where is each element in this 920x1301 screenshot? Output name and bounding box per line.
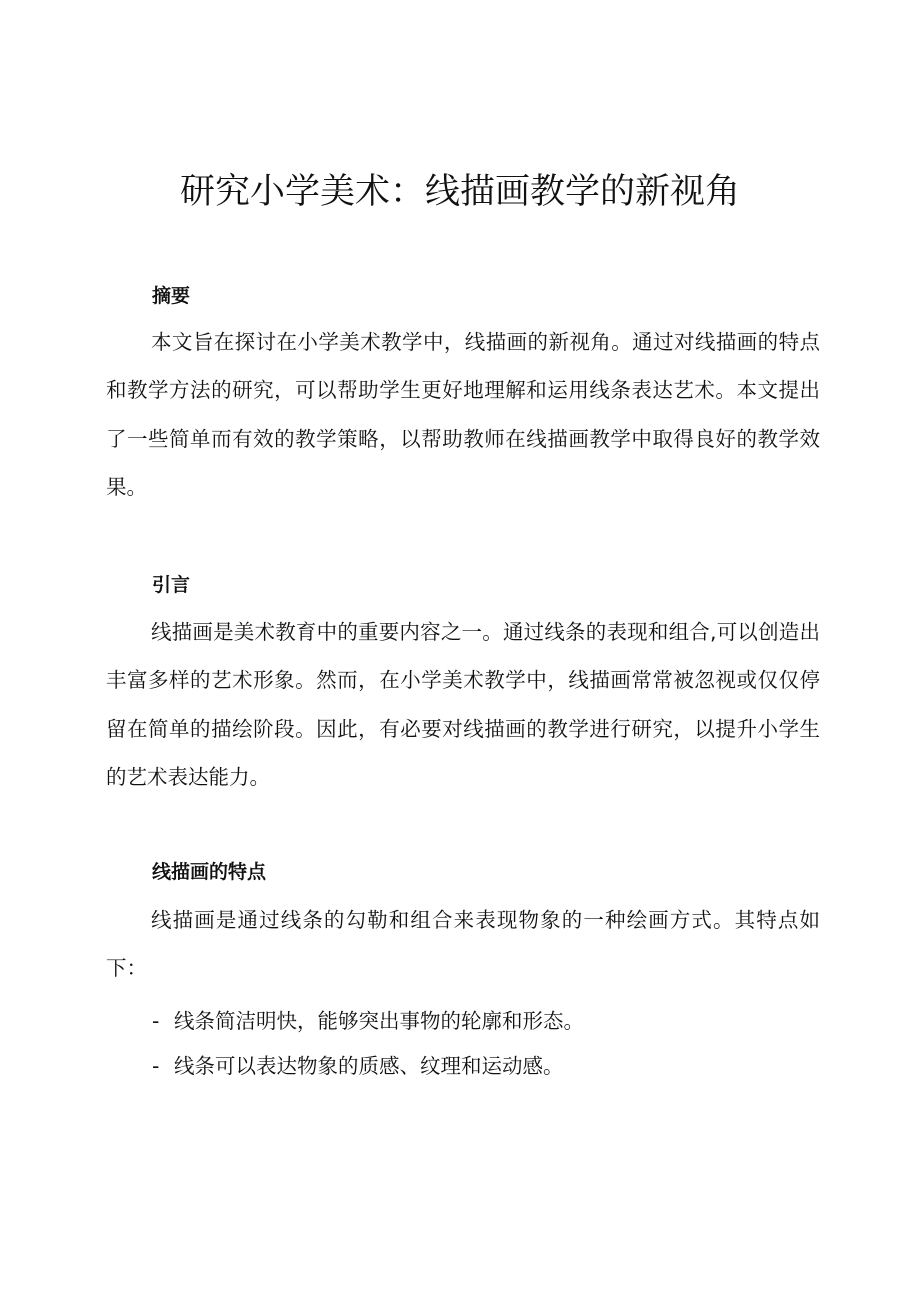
section-paragraph-features: 线描画是通过线条的勾勒和组合来表现物象的一种绘画方式。其特点如下： xyxy=(106,908,820,981)
list-item xyxy=(152,1006,584,1036)
section-paragraph-abstract: 本文旨在探讨在小学美术教学中，线描画的新视角。通过对线描画的特点和教学方法的研究，可以帮助学生更好地理解和运用线条表达艺术。本文提出了一些简单而有效的教学策略，以帮助教师在线描画教学中取得良好的教学效果。 xyxy=(106,330,820,499)
bullet-marker: - xyxy=(152,1054,160,1078)
section-heading-abstract: 摘要 xyxy=(152,285,191,307)
list-item xyxy=(152,1051,564,1081)
section-heading-features: 线描画的特点 xyxy=(152,861,267,883)
bullet-marker: - xyxy=(152,1009,160,1033)
list-item-text: 线条简洁明快，能够突出事物的轮廓和形态。 xyxy=(174,1009,584,1033)
section-heading-introduction: 引言 xyxy=(152,574,191,596)
section-paragraph-introduction: 线描画是美术教育中的重要内容之一。通过线条的表现和组合,可以创造出丰富多样的艺术形象。然而，在小学美术教学中，线描画常常被忽视或仅仅停留在简单的描绘阶段。因此，有必要对线描画的教学进行研究，以提升小学生的艺术表达能力。 xyxy=(106,620,820,789)
list-item-text: 线条可以表达物象的质感、纹理和运动感。 xyxy=(174,1054,564,1078)
document-title: 研究小学美术：线描画教学的新视角 xyxy=(179,172,740,212)
